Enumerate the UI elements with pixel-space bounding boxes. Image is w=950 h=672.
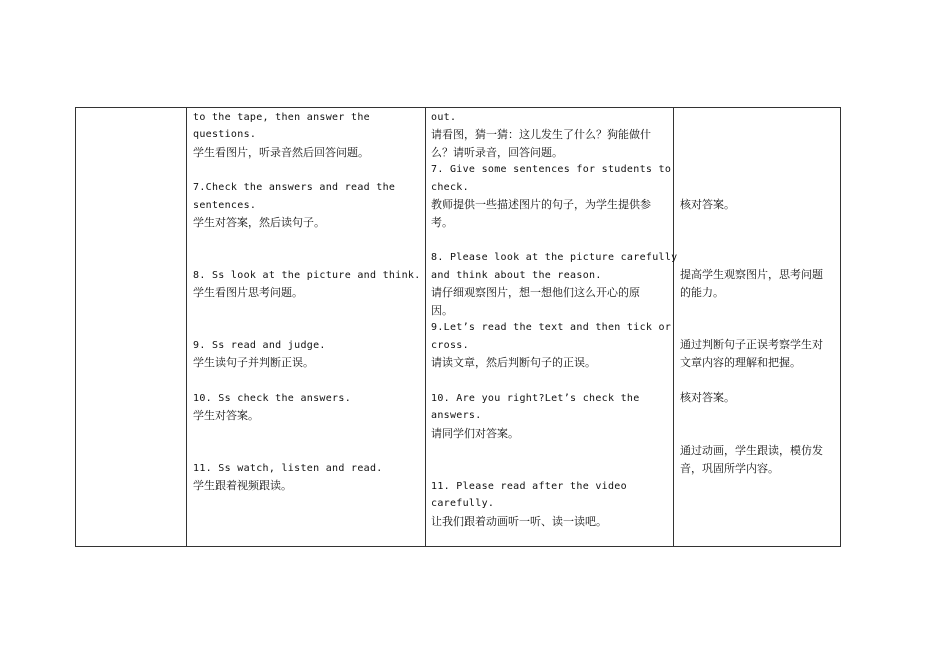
text-line: questions.: [193, 129, 257, 140]
text-line: 学生对答案。: [193, 409, 259, 422]
text-line: 9.Let’s read the text and then tick or: [431, 322, 672, 333]
text-line: 么？请听录音，回答问题。: [431, 146, 563, 159]
text-line: 10. Are you right?Let’s check the: [431, 393, 640, 404]
text-line: answers.: [431, 410, 482, 421]
text-line: 请同学们对答案。: [431, 427, 519, 440]
column-divider: [186, 108, 187, 546]
text-line: 8. Ss look at the picture and think.: [193, 270, 421, 281]
teacher-activity-cell: [431, 108, 678, 546]
text-line: and think about the reason.: [431, 270, 602, 281]
column-divider: [425, 108, 426, 546]
text-line: 文章内容的理解和把握。: [680, 356, 801, 369]
text-line: 通过动画，学生跟读，模仿发: [680, 444, 823, 457]
student-activity-cell: [193, 108, 423, 546]
text-line: 7.Check the answers and read the: [193, 182, 396, 193]
text-line: 11. Please read after the video: [431, 481, 627, 492]
text-line: 请看图，猜一猜：这儿发生了什么？狗能做什: [431, 128, 651, 141]
text-line: 核对答案。: [680, 391, 735, 404]
text-line: 学生看图片思考问题。: [193, 286, 303, 299]
text-line: 9. Ss read and judge.: [193, 340, 326, 351]
text-line: 请读文章，然后判断句子的正误。: [431, 356, 596, 369]
text-line: 10. Ss check the answers.: [193, 393, 352, 404]
text-line: 音，巩固所学内容。: [680, 462, 779, 475]
text-line: 核对答案。: [680, 198, 735, 211]
text-line: 学生看图片，听录音然后回答问题。: [193, 146, 369, 159]
text-line: 请仔细观察图片，想一想他们这么开心的原: [431, 286, 640, 299]
text-line: carefully.: [431, 498, 495, 509]
blank-column-cell: [76, 108, 186, 546]
purpose-cell: [680, 108, 840, 546]
text-line: 考。: [431, 216, 453, 229]
text-line: 学生跟着视频跟读。: [193, 479, 292, 492]
text-line: 因。: [431, 304, 453, 317]
text-line: check.: [431, 182, 469, 193]
text-line: sentences.: [193, 200, 257, 211]
text-line: 7. Give some sentences for students to: [431, 164, 672, 175]
column-divider: [673, 108, 674, 546]
lesson-table: [75, 107, 841, 547]
text-line: to the tape, then answer the: [193, 112, 370, 123]
text-line: 11. Ss watch, listen and read.: [193, 463, 383, 474]
text-line: 通过判断句子正误考察学生对: [680, 338, 823, 351]
text-line: 8. Please look at the picture carefully: [431, 252, 678, 263]
text-line: 提高学生观察图片，思考问题: [680, 268, 823, 281]
text-line: 学生对答案，然后读句子。: [193, 216, 325, 229]
text-line: 让我们跟着动画听一听、读一读吧。: [431, 515, 607, 528]
text-line: 的能力。: [680, 286, 724, 299]
text-line: cross.: [431, 340, 469, 351]
text-line: 教师提供一些描述图片的句子，为学生提供参: [431, 198, 651, 211]
text-line: 学生读句子并判断正误。: [193, 356, 314, 369]
text-line: out.: [431, 112, 457, 123]
